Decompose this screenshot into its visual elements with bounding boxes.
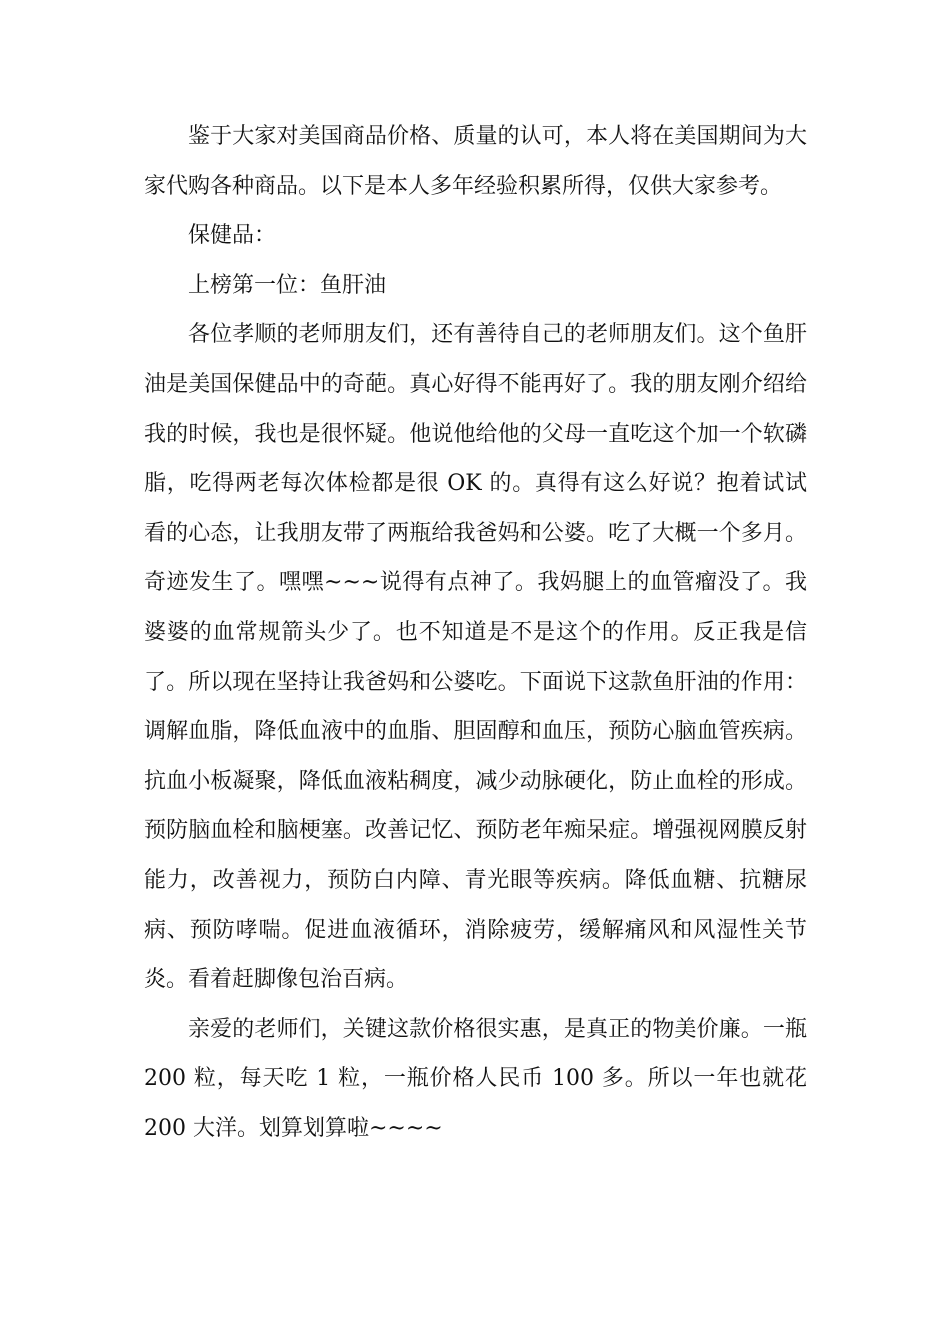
document-body: [144, 112, 807, 1153]
paragraph-category-heading: 保健品：: [188, 223, 277, 249]
paragraph-rank-heading: 上榜第一位：鱼肝油: [188, 272, 387, 298]
paragraph-product-description: 各位孝顺的老师朋友们，还有善待自己的老师朋友们。这个鱼肝油是美国保健品中的奇葩。真心好得不能再好了。我的朋友刚介绍给我的时候，我也是很怀疑。他说他给他的父母一直吃这个加一个软磷脂，吃得两老每次体检都是很 OK 的。真得有这么好说？抱着试试看的心态，让我朋友带了两瓶给我爸妈和公婆。吃了大概一个多月。奇迹发生了。嘿嘿~~~说得有点神了。我妈腿上的血管瘤没了。我婆婆的血常规箭头少了。也不知道是不是这个的作用。反正我是信了。所以现在坚持让我爸妈和公婆吃。下面说下这款鱼肝油的作用：调解血脂，降低血液中的血脂、胆固醇和血压，预防心脑血管疾病。抗血小板凝聚，降低血液粘稠度，减少动脉硬化，防止血栓的形成。预防脑血栓和脑梗塞。改善记忆、预防老年痴呆症。增强视网膜反射能力，改善视力，预防白内障、青光眼等疾病。降低血糖、抗糖尿病、预防哮喘。促进血液循环，消除疲劳，缓解痛风和风湿性关节炎。看着赶脚像包治百病。: [144, 322, 807, 993]
paragraph-price-note: 亲爱的老师们，关键这款价格很实惠，是真正的物美价廉。一瓶 200 粒，每天吃 1 粒，一瓶价格人民币 100 多。所以一年也就花 200 大洋。划算划算啦~~~~: [144, 1016, 807, 1141]
paragraph-intro: 鉴于大家对美国商品价格、质量的认可，本人将在美国期间为大家代购各种商品。以下是本人多年经验积累所得，仅供大家参考。: [144, 124, 807, 199]
